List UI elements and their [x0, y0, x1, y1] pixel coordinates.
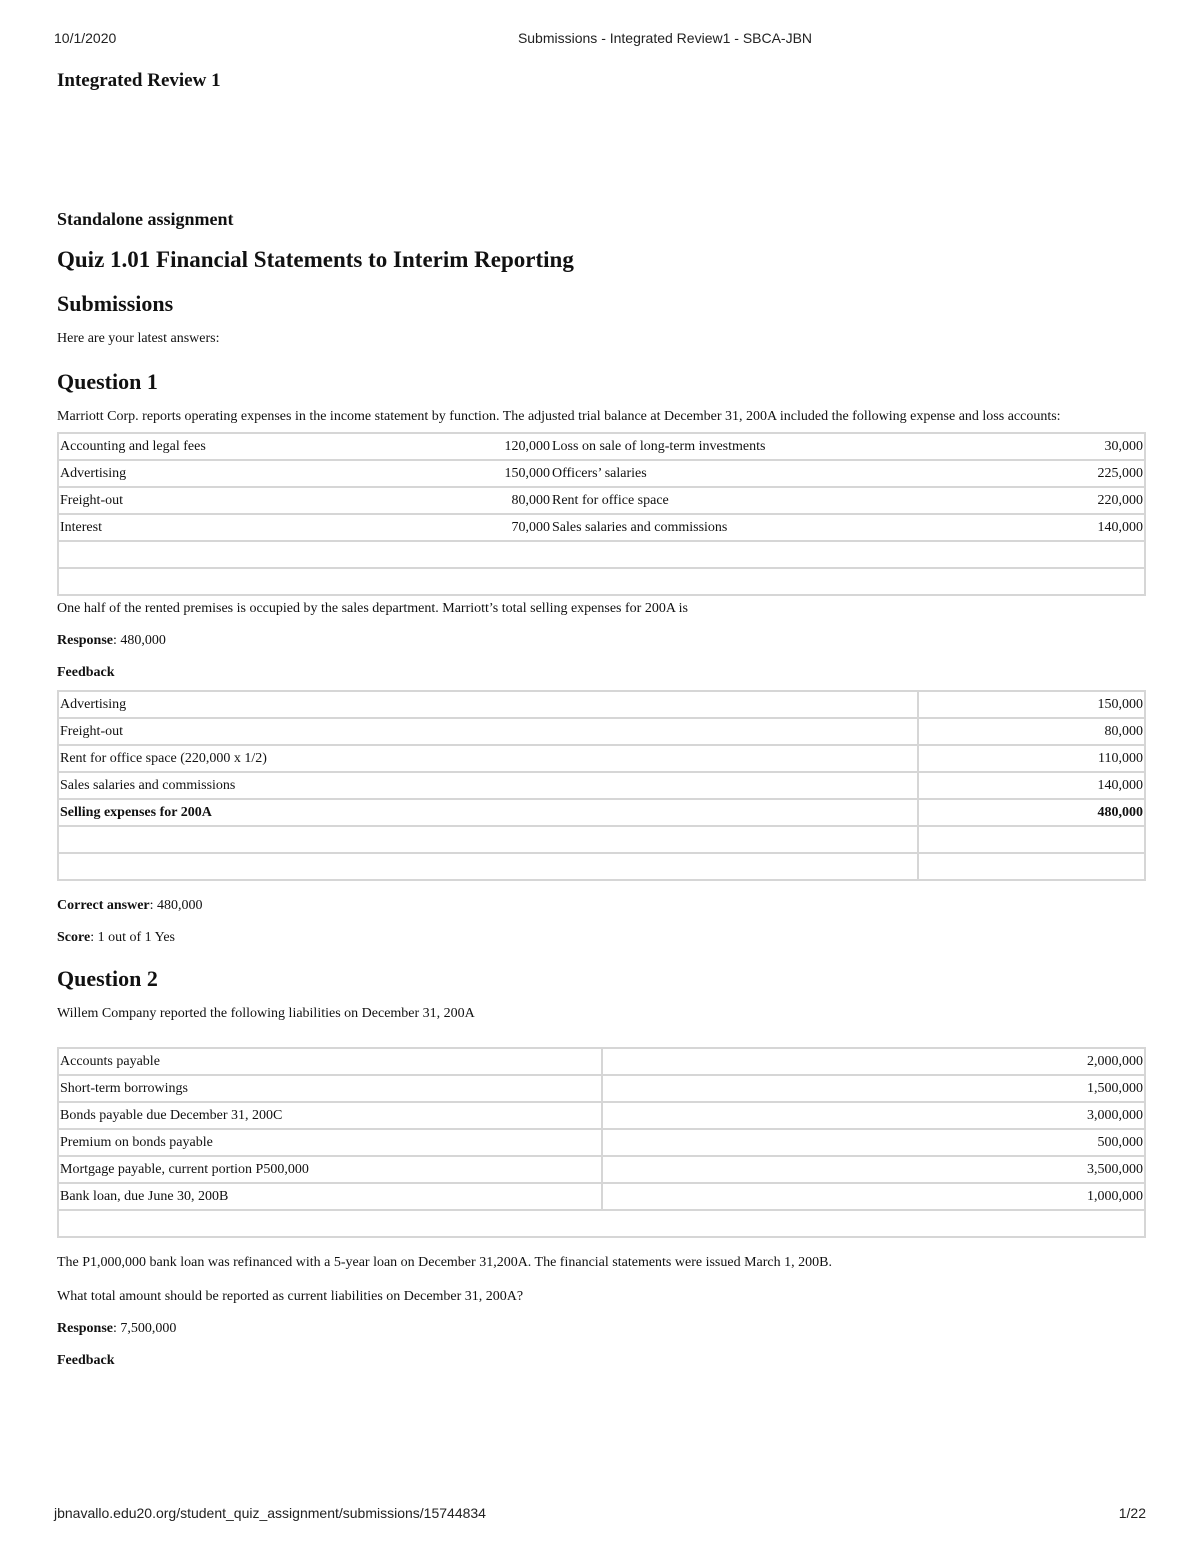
table-row	[58, 772, 1145, 799]
response-line	[57, 1320, 1146, 1338]
feedback-label: Feedback	[57, 1353, 115, 1368]
account-label: Officers’ salaries	[551, 460, 1043, 487]
print-title: Submissions - Integrated Review1 - SBCA-JBN	[517, 30, 813, 46]
feedback-item-label: Advertising	[58, 691, 918, 718]
account-label: Loss on sale of long-term investments	[551, 433, 1043, 460]
table-row	[58, 1075, 1145, 1102]
feedback-item-value: 80,000	[918, 718, 1145, 745]
intro-text: Here are your latest answers:	[57, 331, 220, 346]
feedback-total-value: 480,000	[918, 799, 1145, 826]
course-title: Integrated Review 1	[57, 70, 221, 91]
feedback-table	[57, 690, 1146, 881]
response-label: Response	[57, 1321, 114, 1336]
table-row	[58, 487, 1145, 514]
liability-value: 3,500,000	[602, 1156, 1146, 1183]
empty-row	[58, 1210, 1145, 1237]
feedback-total-row	[58, 799, 1145, 826]
response-line	[57, 632, 1146, 650]
question-text: One half of the rented premises is occupied by the sales department. Marriott’s total selling expenses for 200A is	[57, 601, 689, 616]
table-row	[58, 1129, 1145, 1156]
empty-row	[58, 541, 1145, 568]
correct-answer-line	[57, 897, 1146, 915]
question-note: The P1,000,000 bank loan was refinanced with a 5-year loan on December 31,200A. The financial statements were issued March 1, 200B.	[57, 1255, 832, 1270]
account-label: Advertising	[58, 460, 493, 487]
liability-label: Bank loan, due June 30, 200B	[58, 1183, 602, 1210]
liabilities-table	[57, 1047, 1146, 1238]
response-label: Response	[57, 633, 114, 648]
section-title: Submissions	[57, 291, 174, 316]
liability-value: 500,000	[602, 1129, 1146, 1156]
score-label: Score	[57, 930, 91, 945]
empty-row	[58, 853, 1145, 880]
question-text: What total amount should be reported as current liabilities on December 31, 200A?	[57, 1289, 524, 1304]
liability-label: Premium on bonds payable	[58, 1129, 602, 1156]
liability-label: Bonds payable due December 31, 200C	[58, 1102, 602, 1129]
feedback-item-value: 110,000	[918, 745, 1145, 772]
account-label: Sales salaries and commissions	[551, 514, 1043, 541]
feedback-total-label: Selling expenses for 200A	[58, 799, 918, 826]
account-value: 70,000	[493, 514, 551, 541]
page-content	[57, 68, 1146, 1378]
account-value: 30,000	[1043, 433, 1145, 460]
correct-answer-label: Correct answer	[57, 898, 150, 913]
empty-row	[58, 568, 1145, 595]
print-date: 10/1/2020	[54, 30, 117, 46]
score-value: : 1 out of 1 Yes	[90, 930, 175, 945]
feedback-item-value: 150,000	[918, 691, 1145, 718]
account-label: Interest	[58, 514, 493, 541]
account-label: Accounting and legal fees	[58, 433, 493, 460]
liability-value: 1,500,000	[602, 1075, 1146, 1102]
liability-label: Short-term borrowings	[58, 1075, 602, 1102]
accounts-table	[57, 432, 1146, 596]
question-1	[57, 366, 1146, 947]
feedback-item-label: Sales salaries and commissions	[58, 772, 918, 799]
page-url: jbnavallo.edu20.org/student_quiz_assignment/submissions/15744834	[54, 1505, 486, 1521]
table-row	[58, 433, 1145, 460]
table-row	[58, 718, 1145, 745]
correct-answer-value: : 480,000	[149, 898, 203, 913]
response-value: : 480,000	[113, 633, 166, 648]
table-row	[58, 460, 1145, 487]
account-value: 80,000	[493, 487, 551, 514]
account-value: 220,000	[1043, 487, 1145, 514]
liability-label: Accounts payable	[58, 1048, 602, 1075]
quiz-title: Quiz 1.01 Financial Statements to Interim Reporting	[57, 247, 574, 272]
table-row	[58, 1048, 1145, 1075]
table-row	[58, 691, 1145, 718]
liability-value: 1,000,000	[602, 1183, 1146, 1210]
assignment-kind: Standalone assignment	[57, 209, 234, 229]
question-prompt: Marriott Corp. reports operating expenses in the income statement by function. The adjusted trial balance at December 31, 200A included the following expense and loss accounts:	[57, 409, 1061, 424]
table-row	[58, 514, 1145, 541]
question-2	[57, 963, 1146, 1370]
table-row	[58, 1183, 1145, 1210]
question-title: Question 1	[57, 369, 158, 394]
table-row	[58, 1102, 1145, 1129]
liability-value: 3,000,000	[602, 1102, 1146, 1129]
feedback-item-value: 140,000	[918, 772, 1145, 799]
liability-label: Mortgage payable, current portion P500,000	[58, 1156, 602, 1183]
account-value: 150,000	[493, 460, 551, 487]
feedback-label: Feedback	[57, 665, 115, 680]
account-value: 225,000	[1043, 460, 1145, 487]
response-value: : 7,500,000	[113, 1321, 177, 1336]
page-number: 1/22	[1118, 1505, 1146, 1521]
account-value: 140,000	[1043, 514, 1145, 541]
feedback-item-label: Rent for office space (220,000 x 1/2)	[58, 745, 918, 772]
question-title: Question 2	[57, 966, 158, 991]
liability-value: 2,000,000	[602, 1048, 1146, 1075]
question-prompt: Willem Company reported the following liabilities on December 31, 200A	[57, 1006, 475, 1021]
table-row	[58, 745, 1145, 772]
feedback-item-label: Freight-out	[58, 718, 918, 745]
print-header	[0, 30, 1200, 50]
empty-row	[58, 826, 1145, 853]
account-label: Rent for office space	[551, 487, 1043, 514]
account-value: 120,000	[493, 433, 551, 460]
header-spacer	[57, 94, 1146, 204]
table-row	[58, 1156, 1145, 1183]
print-footer	[0, 1505, 1200, 1525]
account-label: Freight-out	[58, 487, 493, 514]
score-line	[57, 929, 1146, 947]
